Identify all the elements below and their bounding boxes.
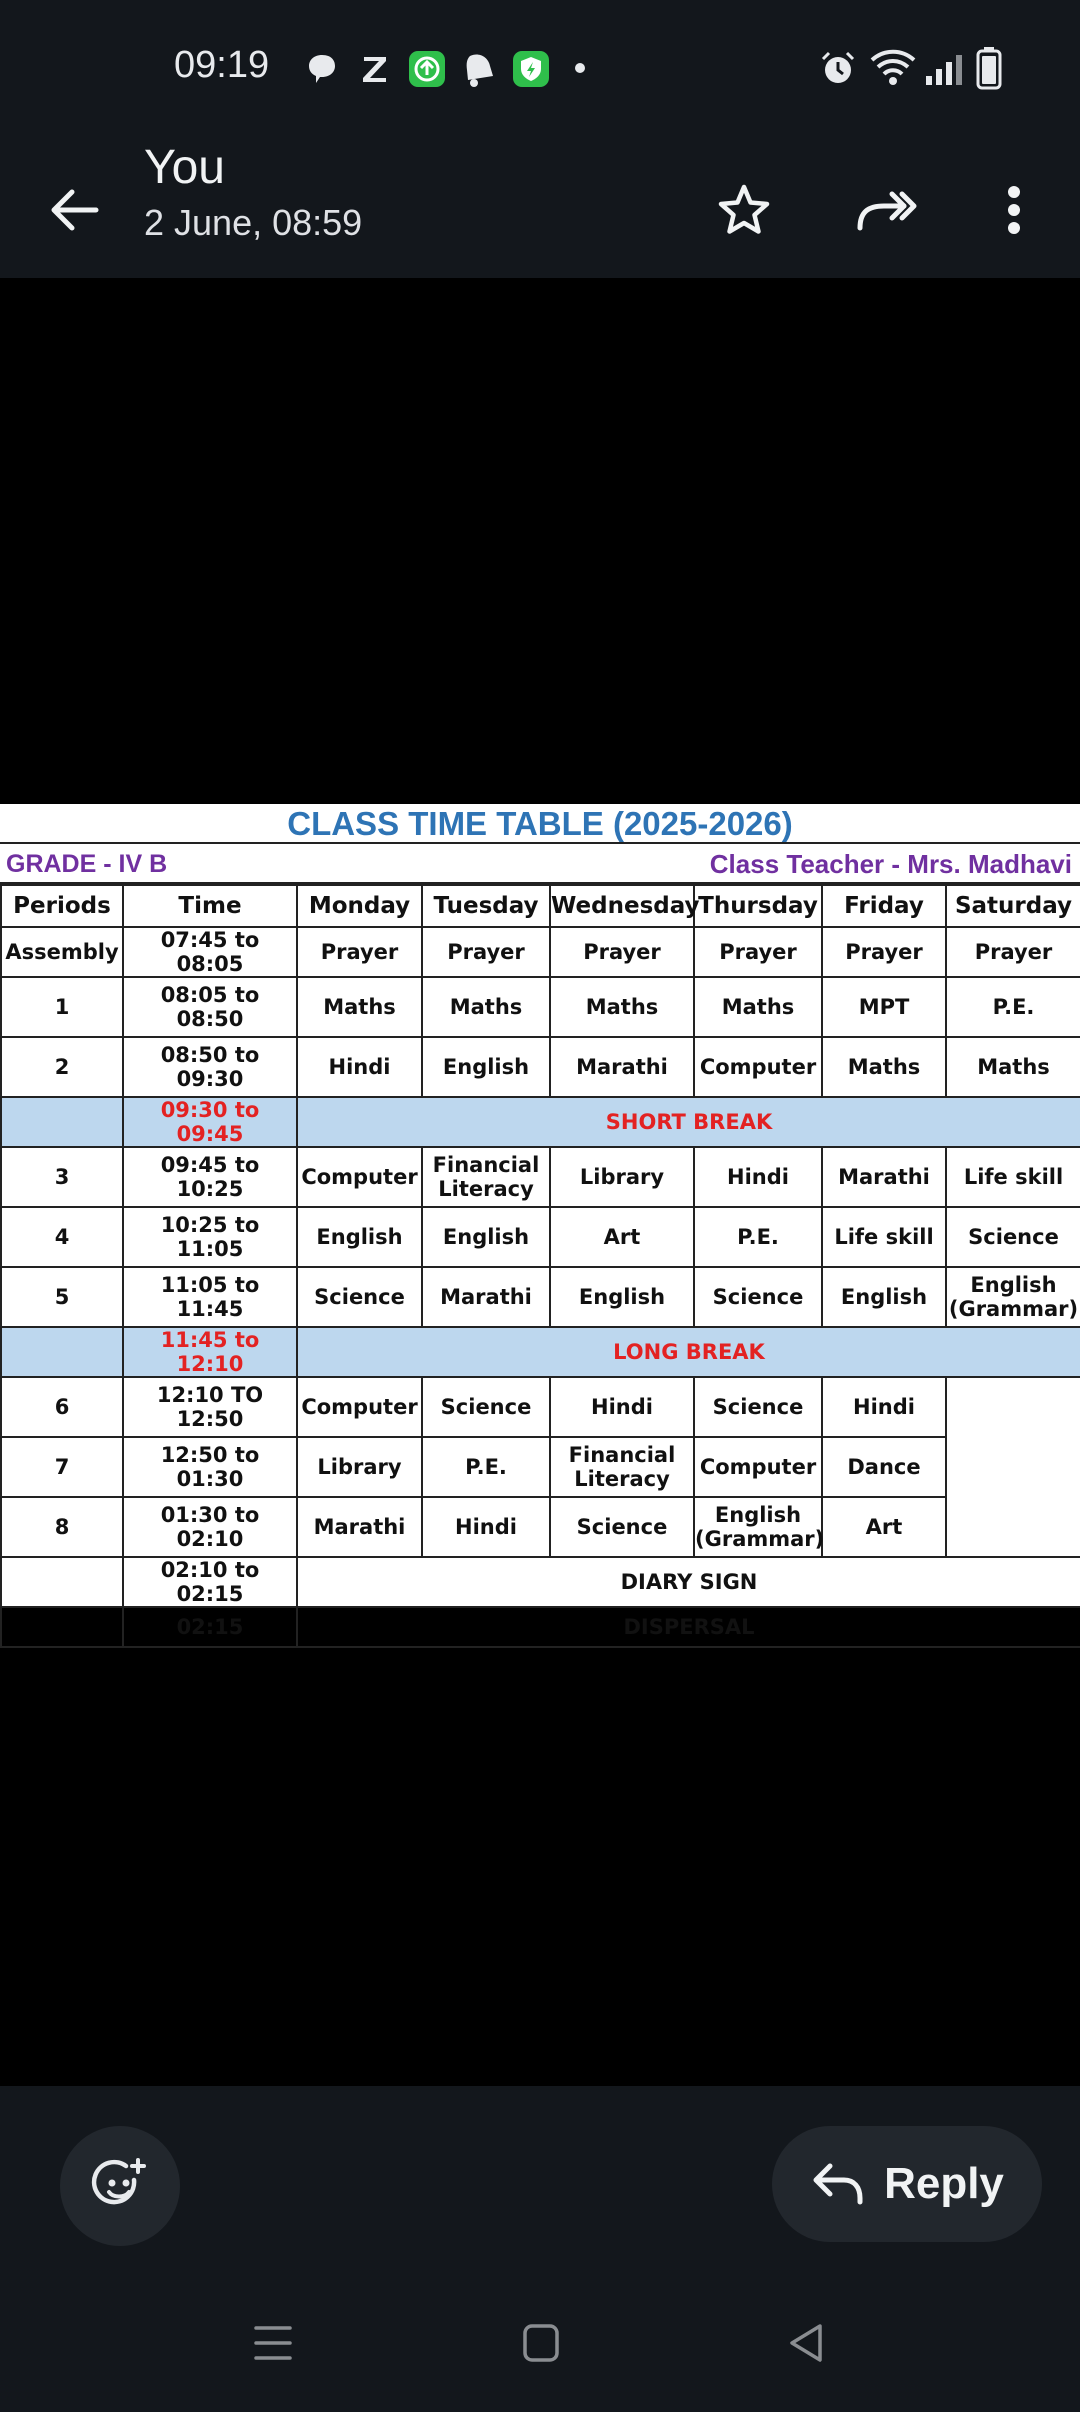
subject-cell: Financial Literacy bbox=[550, 1437, 694, 1497]
subject-cell: Prayer bbox=[946, 927, 1080, 977]
reply-button[interactable] bbox=[772, 2126, 1042, 2242]
empty-saturday-cell bbox=[946, 1377, 1080, 1557]
period-cell: Assembly bbox=[1, 927, 123, 977]
subject-cell: Hindi bbox=[297, 1037, 422, 1097]
back-arrow-icon bbox=[46, 182, 102, 238]
subject-cell: Hindi bbox=[422, 1497, 550, 1557]
period-cell: 1 bbox=[1, 977, 123, 1037]
subject-cell: Prayer bbox=[297, 927, 422, 977]
time-cell: 08:05 to 08:50 bbox=[123, 977, 297, 1037]
period-row bbox=[1, 1437, 1080, 1497]
subject-cell: Maths bbox=[822, 1037, 946, 1097]
header-row bbox=[1, 885, 1080, 927]
time-cell: 12:10 TO 12:50 bbox=[123, 1377, 297, 1437]
subject-cell: Maths bbox=[946, 1037, 1080, 1097]
period-cell: 3 bbox=[1, 1147, 123, 1207]
diary-sign-row bbox=[1, 1557, 1080, 1607]
diary-sign-label: DIARY SIGN bbox=[297, 1557, 1080, 1607]
status-time: 09:19 bbox=[174, 44, 270, 86]
time-cell: 12:50 to 01:30 bbox=[123, 1437, 297, 1497]
alarm-icon bbox=[820, 50, 856, 86]
timetable-grid bbox=[0, 884, 1080, 1648]
subject-cell: Art bbox=[822, 1497, 946, 1557]
sent-date: 2 June, 08:59 bbox=[144, 202, 363, 243]
back-icon bbox=[784, 2320, 830, 2366]
subject-cell: Maths bbox=[422, 977, 550, 1037]
header-cell: Friday bbox=[822, 885, 946, 927]
back-button[interactable] bbox=[34, 170, 114, 250]
subject-cell: Science bbox=[550, 1497, 694, 1557]
subject-cell: Prayer bbox=[550, 927, 694, 977]
header bbox=[0, 140, 1080, 278]
subject-cell: Life skill bbox=[946, 1147, 1080, 1207]
star-icon bbox=[716, 182, 772, 238]
short-break-row bbox=[1, 1097, 1080, 1147]
header-cell: Time bbox=[123, 885, 297, 927]
subject-cell: Science bbox=[297, 1267, 422, 1327]
subject-cell: Computer bbox=[297, 1147, 422, 1207]
subject-cell: English (Grammar) bbox=[946, 1267, 1080, 1327]
recents-nav-button[interactable] bbox=[250, 2320, 296, 2366]
timetable-title-row bbox=[0, 804, 1080, 844]
signal-icon bbox=[924, 52, 964, 86]
short-break-label: SHORT BREAK bbox=[297, 1097, 1080, 1147]
forward-all-button[interactable] bbox=[846, 170, 926, 250]
green-shield-app-icon bbox=[512, 50, 550, 88]
add-reaction-button[interactable] bbox=[60, 2126, 180, 2246]
timetable-subtitle-row bbox=[0, 844, 1080, 884]
time-cell: 11:05 to 11:45 bbox=[123, 1267, 297, 1327]
subject-cell: Computer bbox=[694, 1037, 822, 1097]
subject-cell: Dance bbox=[822, 1437, 946, 1497]
green-upload-app-icon bbox=[408, 50, 446, 88]
subject-cell: Computer bbox=[297, 1377, 422, 1437]
time-cell: 02:15 bbox=[123, 1607, 297, 1647]
period-row bbox=[1, 1147, 1080, 1207]
home-icon bbox=[518, 2320, 564, 2366]
subject-cell: Prayer bbox=[694, 927, 822, 977]
reply-arrow-icon bbox=[810, 2160, 866, 2208]
battery-icon bbox=[976, 46, 1002, 90]
z-icon bbox=[360, 52, 390, 84]
period-cell: 5 bbox=[1, 1267, 123, 1327]
wifi-icon bbox=[870, 48, 916, 88]
subject-cell: Science bbox=[946, 1207, 1080, 1267]
subject-cell: Science bbox=[694, 1267, 822, 1327]
subject-cell: Life skill bbox=[822, 1207, 946, 1267]
period-cell: 2 bbox=[1, 1037, 123, 1097]
time-cell: 09:45 to 10:25 bbox=[123, 1147, 297, 1207]
time-cell: 02:10 to 02:15 bbox=[123, 1557, 297, 1607]
time-cell: 10:25 to 11:05 bbox=[123, 1207, 297, 1267]
subject-cell: P.E. bbox=[422, 1437, 550, 1497]
header-cell: Periods bbox=[1, 885, 123, 927]
subject-cell: MPT bbox=[822, 977, 946, 1037]
subject-cell: Financial Literacy bbox=[422, 1147, 550, 1207]
subject-cell: Computer bbox=[694, 1437, 822, 1497]
header-cell: Thursday bbox=[694, 885, 822, 927]
subject-cell: Hindi bbox=[694, 1147, 822, 1207]
subject-cell: P.E. bbox=[694, 1207, 822, 1267]
subject-cell: Maths bbox=[297, 977, 422, 1037]
star-button[interactable] bbox=[704, 170, 784, 250]
period-row bbox=[1, 1497, 1080, 1557]
timetable-image[interactable] bbox=[0, 804, 1080, 1639]
header-cell: Monday bbox=[297, 885, 422, 927]
time-cell: 08:50 to 09:30 bbox=[123, 1037, 297, 1097]
subject-cell: Library bbox=[550, 1147, 694, 1207]
header-cell: Tuesday bbox=[422, 885, 550, 927]
subject-cell: Marathi bbox=[297, 1497, 422, 1557]
period-cell bbox=[1, 1327, 123, 1377]
bell-icon bbox=[460, 50, 498, 88]
time-cell: 07:45 to 08:05 bbox=[123, 927, 297, 977]
grade-label: GRADE - IV B bbox=[6, 850, 168, 878]
subject-cell: Marathi bbox=[822, 1147, 946, 1207]
long-break-row bbox=[1, 1327, 1080, 1377]
time-cell: 11:45 to 12:10 bbox=[123, 1327, 297, 1377]
period-cell bbox=[1, 1557, 123, 1607]
long-break-label: LONG BREAK bbox=[297, 1327, 1080, 1377]
reply-label: Reply bbox=[884, 2159, 1004, 2208]
subject-cell: English bbox=[550, 1267, 694, 1327]
header-cell: Wednesday bbox=[550, 885, 694, 927]
status-bar bbox=[0, 0, 1080, 140]
timetable-title: CLASS TIME TABLE (2025-2026) bbox=[287, 805, 793, 842]
period-row bbox=[1, 977, 1080, 1037]
subject-cell: Maths bbox=[550, 977, 694, 1037]
period-cell: 7 bbox=[1, 1437, 123, 1497]
subject-cell: Maths bbox=[694, 977, 822, 1037]
subject-cell: P.E. bbox=[946, 977, 1080, 1037]
dot-icon bbox=[574, 62, 586, 74]
period-cell bbox=[1, 1097, 123, 1147]
time-cell: 09:30 to 09:45 bbox=[123, 1097, 297, 1147]
period-cell: 8 bbox=[1, 1497, 123, 1557]
more-options-button[interactable] bbox=[974, 170, 1054, 250]
more-vert-icon bbox=[1004, 182, 1024, 238]
subject-cell: English bbox=[822, 1267, 946, 1327]
sender-name: You bbox=[144, 141, 225, 194]
chat-bubble-icon bbox=[306, 52, 338, 86]
subject-cell: English (Grammar) bbox=[694, 1497, 822, 1557]
dispersal-label: DISPERSAL bbox=[297, 1607, 1080, 1647]
period-row bbox=[1, 1377, 1080, 1437]
add-emoji-icon bbox=[90, 2156, 150, 2216]
subject-cell: Prayer bbox=[822, 927, 946, 977]
subject-cell: Science bbox=[694, 1377, 822, 1437]
header-cell: Saturday bbox=[946, 885, 1080, 927]
assembly-row bbox=[1, 927, 1080, 977]
period-cell: 4 bbox=[1, 1207, 123, 1267]
subject-cell: English bbox=[422, 1207, 550, 1267]
subject-cell: Art bbox=[550, 1207, 694, 1267]
period-cell: 6 bbox=[1, 1377, 123, 1437]
home-nav-button[interactable] bbox=[518, 2320, 564, 2366]
back-nav-button[interactable] bbox=[784, 2320, 830, 2366]
subject-cell: Hindi bbox=[550, 1377, 694, 1437]
subject-cell: Marathi bbox=[550, 1037, 694, 1097]
subject-cell: Prayer bbox=[422, 927, 550, 977]
subject-cell: Marathi bbox=[422, 1267, 550, 1327]
period-row bbox=[1, 1207, 1080, 1267]
recents-icon bbox=[250, 2320, 296, 2366]
subject-cell: English bbox=[297, 1207, 422, 1267]
time-cell: 01:30 to 02:10 bbox=[123, 1497, 297, 1557]
dispersal-row bbox=[1, 1607, 1080, 1647]
class-teacher-label: Class Teacher - Mrs. Madhavi bbox=[709, 849, 1072, 879]
forward-icon bbox=[854, 182, 918, 238]
period-cell bbox=[1, 1607, 123, 1647]
period-row bbox=[1, 1037, 1080, 1097]
subject-cell: Science bbox=[422, 1377, 550, 1437]
subject-cell: Library bbox=[297, 1437, 422, 1497]
subject-cell: English bbox=[422, 1037, 550, 1097]
period-row bbox=[1, 1267, 1080, 1327]
subject-cell: Hindi bbox=[822, 1377, 946, 1437]
